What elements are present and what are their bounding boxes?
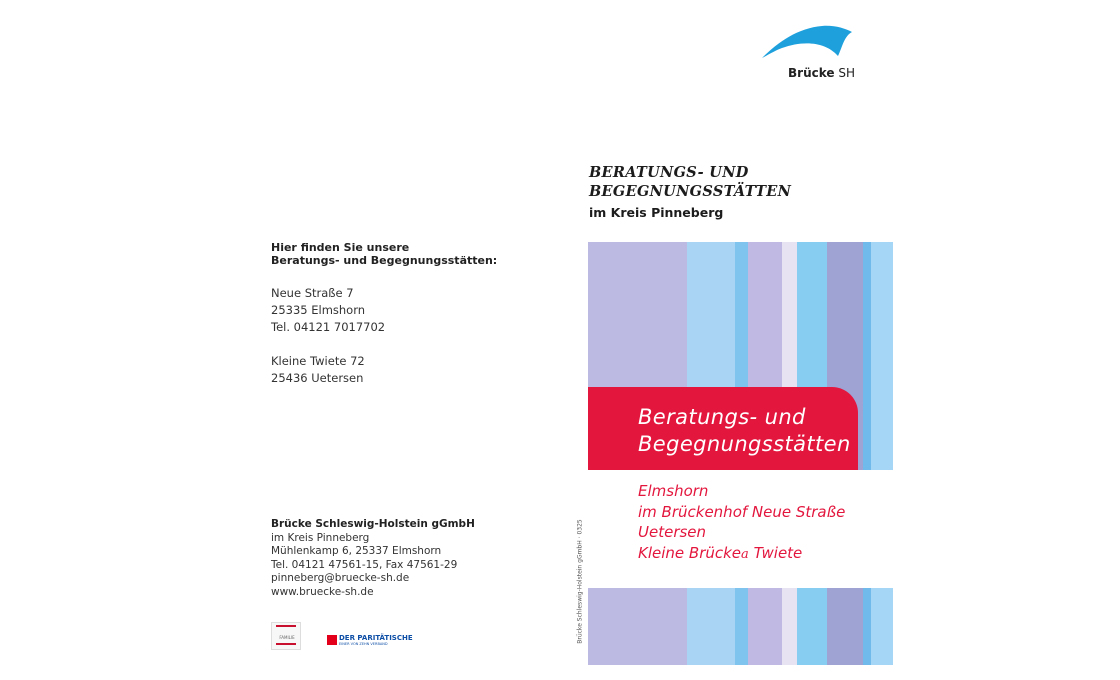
stripe <box>871 242 893 665</box>
brochure-cover <box>588 242 893 665</box>
logo-text: Brücke SH <box>788 66 855 80</box>
website-link[interactable]: www.bruecke-sh.de <box>271 585 374 598</box>
stripe <box>863 242 871 665</box>
headline: BERATUNGS- UND BEGEGNUNGSSTÄTTEN <box>589 164 792 200</box>
bruecke-logo <box>756 22 866 84</box>
organization-contact: Brücke Schleswig-Holstein gGmbH im Kreis Pinneberg Mühlenkamp 6, 25337 Elmshorn Tel. 04121 47561-15, Fax 47561-29 pinneberg@bruecke-sh.de www.bruecke-sh.de <box>271 518 475 598</box>
imprint-vertical: Brücke Schleswig-Holstein gGmbH · 0325 <box>576 519 584 644</box>
headline-subtitle: im Kreis Pinneberg <box>589 205 724 220</box>
title-band <box>588 387 858 470</box>
address-uetersen: Kleine Twiete 72 25436 Uetersen <box>271 354 365 385</box>
organization-name: Brücke Schleswig-Holstein gGmbH <box>271 518 475 530</box>
email-link[interactable]: pinneberg@bruecke-sh.de <box>271 572 410 584</box>
familie-badge: FAMILIE <box>271 622 301 650</box>
paritaetische-square-icon <box>327 635 337 645</box>
intro-text: Hier finden Sie unsere Beratungs- und Begegnungsstätten: <box>271 241 498 267</box>
paritaetische-logo: DER PARITÄTISCHE EINER VON ZEHN VERBAND <box>327 633 413 647</box>
address-elmshorn: Neue Straße 7 25335 Elmshorn Tel. 04121 7017702 <box>271 286 386 334</box>
cover-title: Beratungs- und Begegnungsstätten <box>638 405 851 456</box>
wave-icon <box>760 22 856 62</box>
cover-locations: Elmshorn im Brückenhof Neue Straße Uetersen Kleine Brückea Twiete <box>638 482 846 562</box>
